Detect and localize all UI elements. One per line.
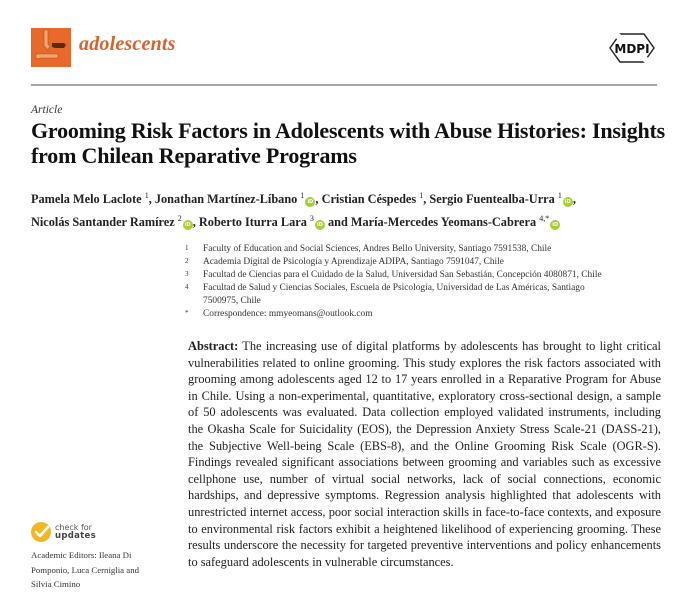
- affiliations-list: [185, 243, 655, 321]
- author-separator: ,: [315, 192, 322, 206]
- author-affiliation-sup: 1: [419, 191, 424, 200]
- author-name[interactable]: Sergio Fuentealba-Urra: [429, 192, 555, 206]
- author-name[interactable]: Roberto Iturra Lara: [198, 215, 307, 229]
- orcid-icon[interactable]: iD: [550, 220, 560, 230]
- orcid-icon[interactable]: iD: [563, 197, 573, 207]
- check-for-updates-icon: [30, 521, 52, 543]
- affiliation-text: Faculty of Education and Social Sciences, Andres Bello University, Santiago 7591538, Chile: [203, 244, 552, 254]
- affiliation-number: 4: [185, 283, 189, 291]
- affiliation-item: [185, 269, 655, 282]
- correspondence-item: [185, 308, 655, 321]
- orcid-icon[interactable]: iD: [315, 220, 325, 230]
- correspondence-marker: *: [185, 309, 189, 317]
- author-name[interactable]: María-Mercedes Yeomans-Cabrera: [350, 215, 537, 229]
- journal-name[interactable]: adolescents: [79, 33, 176, 55]
- orcid-icon[interactable]: iD: [305, 197, 315, 207]
- author-affiliation-sup: 1: [300, 191, 305, 200]
- author-name[interactable]: Nicolás Santander Ramírez: [31, 215, 175, 229]
- affiliation-number: 1: [185, 244, 189, 252]
- affiliation-text: Facultad de Salud y Ciencias Sociales, Escuela de Psicología, Universidad de Las Américas, Santiago 7500975, Chile: [203, 283, 585, 306]
- author-separator: ,: [423, 192, 430, 206]
- author-separator: and: [324, 215, 351, 229]
- academic-editors: Academic Editors: Ileana Di Pomponio, Luca Cerniglia and Silvia Cimino: [31, 550, 139, 589]
- check-updates-line1: check for: [55, 522, 92, 532]
- abstract: [188, 338, 661, 570]
- author-separator: ,: [148, 192, 155, 206]
- affiliation-item: [185, 282, 655, 308]
- journal-logo-icon[interactable]: [31, 28, 71, 67]
- orcid-icon[interactable]: iD: [183, 220, 193, 230]
- author-separator: ,: [572, 192, 576, 206]
- correspondence-email[interactable]: Correspondence: mmyeomans@outlook.com: [203, 309, 373, 319]
- mdpi-logo-text: MDPI: [614, 42, 650, 56]
- author-name[interactable]: Jonathan Martínez-Líbano: [154, 192, 298, 206]
- check-for-updates-button[interactable]: [30, 521, 96, 543]
- author-affiliation-sup: 1: [557, 191, 562, 200]
- author-name[interactable]: Cristian Céspedes: [321, 192, 417, 206]
- article-type: Article: [31, 104, 63, 116]
- author-separator: ,: [192, 215, 199, 229]
- affiliation-item: [185, 256, 655, 269]
- author-affiliation-sup: 3: [309, 214, 314, 223]
- author-affiliation-sup: 4,*: [539, 214, 550, 223]
- author-list: [31, 186, 671, 232]
- check-updates-line2: updates: [55, 531, 96, 541]
- mdpi-logo-icon[interactable]: [607, 31, 657, 65]
- affiliation-text: Academia Digital de Psicología y Aprendizaje ADIPA, Santiago 7591047, Chile: [203, 257, 504, 267]
- author-affiliation-sup: 2: [177, 214, 182, 223]
- header-divider: [31, 84, 657, 86]
- author-name[interactable]: Pamela Melo Laclote: [31, 192, 142, 206]
- affiliation-number: 3: [185, 270, 189, 278]
- affiliation-text: Facultad de Ciencias para el Cuidado de la Salud, Universidad San Sebastián, Concepción 4080871, Chile: [203, 270, 602, 280]
- affiliation-number: 2: [185, 257, 189, 265]
- article-title: Grooming Risk Factors in Adolescents with Abuse Histories: Insights from Chilean Reparative Programs: [31, 118, 666, 168]
- abstract-label: Abstract:: [188, 339, 239, 353]
- author-affiliation-sup: 1: [144, 191, 149, 200]
- affiliation-item: [185, 243, 655, 256]
- abstract-text: The increasing use of digital platforms by adolescents has brought to light critical vulnerabilities related to online grooming. This study explores the risk factors associated with grooming among adolescents aged 12 to 17 years enrolled in a Reparative Program for Abuse in Chile. Using a non-experimental, quantitative, exploratory cross-sectional design, a sample of 50 adolescents was evaluated. Data collection employed validated instruments, including the Okasha Scale for Suicidality (EOS), the Depression Anxiety Stress Scale-21 (DASS-21), the Subjective Well-being Scale (EBS-8), and the Online Grooming Risk Scale (OGR-S). Findings revealed significant associations between grooming and variables such as excessive cellphone use, number of virtual social networks, lack of social connections, economic hardships, and depressive symptoms. Regression analysis highlighted that adolescents with unrestricted internet access, poor social interaction skills in face-to-face contexts, and exposure to environmental risk factors exhibit a heightened likelihood of experiencing grooming. These results underscore the necessity for targeted preventive interventions and policy enhancements to safeguard adolescents in vulnerable circumstances.: [188, 339, 661, 569]
